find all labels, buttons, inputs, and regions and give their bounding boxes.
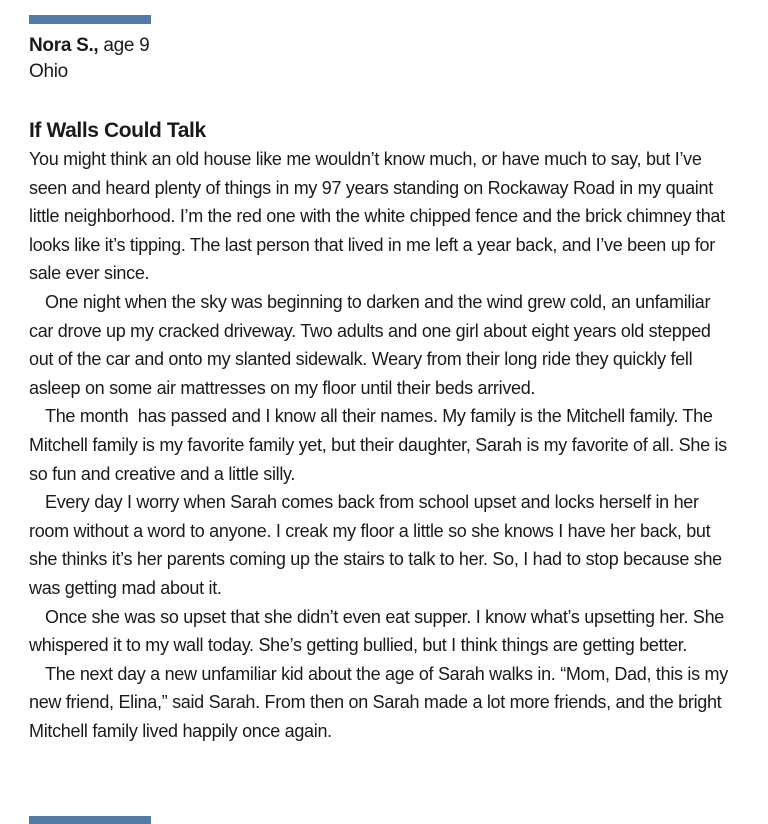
story-paragraph-1: You might think an old house like me wouldn’t know much, or have much to say, but I’ve seen and heard plenty of things in my 97 years standing on Rockaway Road in my quaint little neighborhood. I’m the red one with the white chipped fence and the brick chimney that looks like it’s tipping. The last person that lived in me left a year back, and I’ve been up for sale ever since. bbox=[29, 149, 730, 284]
author-name: Nora S., bbox=[29, 35, 99, 56]
entry-divider-bar bbox=[29, 15, 151, 24]
story-paragraph-3: The month has passed and I know all their names. My family is the Mitchell family. The Mitchell family is my favorite family yet, but their daughter, Sarah is my favorite of all. She is so fun and creative and a little silly. bbox=[29, 406, 732, 484]
author-location: Ohio bbox=[29, 61, 68, 82]
author-age: age 9 bbox=[103, 35, 150, 56]
next-entry-divider-bar bbox=[29, 816, 151, 824]
story-paragraph-2: One night when the sky was beginning to darken and the wind grew cold, an unfamiliar car drove up my cracked driveway. Two adults and one girl about eight years old stepped out of the car and onto my slanted sidewalk. Weary from their long ride they quickly fell asleep on some air mattresses on my floor until their beds arrived. bbox=[29, 291, 716, 398]
story-paragraph-5: Once she was so upset that she didn’t even eat supper. I know what’s upsetting her. She whispered it to my wall today. She’s getting bullied, but I think things are getting better. bbox=[29, 606, 729, 656]
story-title: If Walls Could Talk bbox=[29, 119, 206, 142]
story-paragraph-4: Every day I worry when Sarah comes back from school upset and locks herself in her room without a word to anyone. I creak my floor a little so she knows I have her back, but she thinks it’s her parents coming up the stairs to talk to her. So, I had to stop because she was getting mad about it. bbox=[29, 492, 727, 598]
byline bbox=[29, 33, 738, 59]
story-paragraph-6: The next day a new unfamiliar kid about the age of Sarah walks in. “Mom, Dad, this is my new friend, Elina,” said Sarah. From then on Sarah made a lot more friends, and the bright Mitchell family lived happily once again. bbox=[29, 663, 733, 741]
